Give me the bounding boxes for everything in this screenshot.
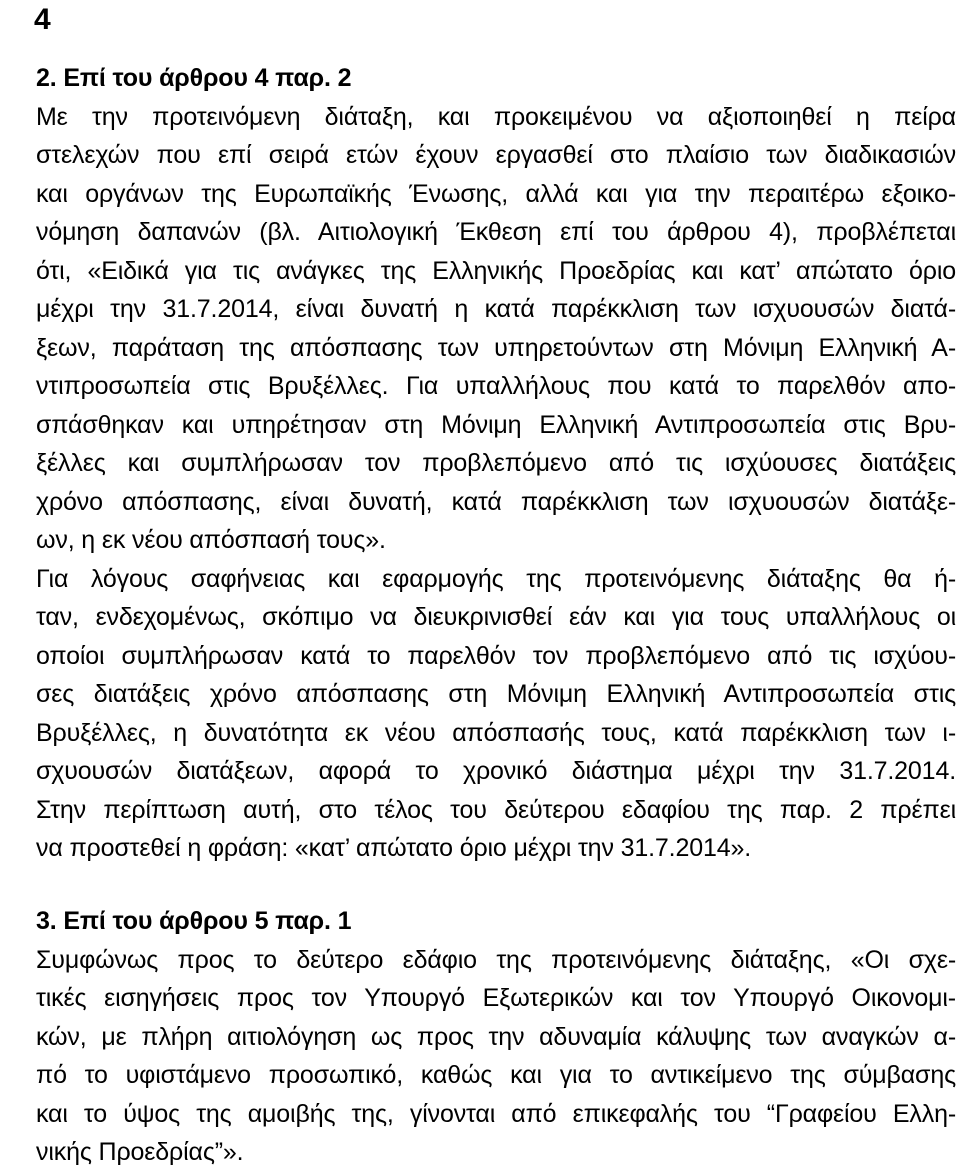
section-3 xyxy=(36,902,956,1172)
body-line: κών, με πλήρη αιτιολόγηση ως προς την αδυναμία κάλυψης των αναγκών α- xyxy=(36,1022,956,1051)
section-2 xyxy=(36,59,956,868)
body-line: ξεων, παράταση της απόσπασης των υπηρετούντων στη Μόνιμη Ελληνική Α- xyxy=(36,333,956,362)
body-line: Με την προτεινόμενη διάταξη, και προκειμένου να αξιοποιηθεί η πείρα xyxy=(36,102,956,131)
body-line: ων, η εκ νέου απόσπασή τους». xyxy=(36,526,386,554)
body-line: ντιπροσωπεία στις Βρυξέλλες. Για υπαλλήλους που κατά το παρελθόν απο- xyxy=(36,372,956,400)
body-line: ταν, ενδεχομένως, σκόπιμο να διευκρινισθεί εάν και για τους υπαλλήλους οι xyxy=(36,603,956,631)
body-line: οποίοι συμπλήρωσαν κατά το παρελθόν τον προβλεπόμενο από τις ισχύου- xyxy=(36,641,956,670)
body-line: Βρυξέλλες, η δυνατότητα εκ νέου απόσπασής τους, κατά παρέκκλιση των ι- xyxy=(36,718,956,747)
body-line: Συμφώνως προς το δεύτερο εδάφιο της προτεινόμενης διάταξης, «Οι σχε- xyxy=(36,945,956,974)
body-line: ότι, «Ειδικά για τις ανάγκες της Ελληνικής Προεδρίας και κατ’ απώτατο όριο xyxy=(36,256,956,285)
body-line: ξέλλες και συμπλήρωσαν τον προβλεπόμενο από τις ισχύουσες διατάξεις xyxy=(36,449,956,477)
body-line: στελεχών που επί σειρά ετών έχουν εργασθεί στο πλαίσιο των διαδικασιών xyxy=(36,141,956,169)
body-line: νικής Προεδρίας”». xyxy=(36,1138,244,1166)
body-line: και οργάνων της Ευρωπαϊκής Ένωσης, αλλά και για την περαιτέρω εξοικο- xyxy=(36,179,956,208)
body-line: σες διατάξεις χρόνο απόσπασης στη Μόνιμη Ελληνική Αντιπροσωπεία στις xyxy=(36,680,956,708)
body-line: να προστεθεί η φράση: «κατ’ απώτατο όριο μέχρι την 31.7.2014». xyxy=(36,834,752,862)
body-line: μέχρι την 31.7.2014, είναι δυνατή η κατά παρέκκλιση των ισχυουσών διατά- xyxy=(36,295,956,323)
page-number: 4 xyxy=(34,3,51,36)
body-line: νόμηση δαπανών (βλ. Αιτιολογική Έκθεση επί του άρθρου 4), προβλέπεται xyxy=(36,218,956,246)
section-heading: 3. Επί του άρθρου 5 παρ. 1 xyxy=(36,907,352,935)
body-line: χρόνο απόσπασης, είναι δυνατή, κατά παρέκκλιση των ισχυουσών διατάξε- xyxy=(36,487,956,516)
body-line: σπάσθηκαν και υπηρέτησαν στη Μόνιμη Ελληνική Αντιπροσωπεία στις Βρυ- xyxy=(36,410,956,439)
body-line: σχυουσών διατάξεων, αφορά το χρονικό διάστημα μέχρι την 31.7.2014. xyxy=(36,757,956,785)
body-line: πό το υφιστάμενο προσωπικό, καθώς και για το αντικείμενο της σύμβασης xyxy=(36,1061,956,1089)
body-line: Για λόγους σαφήνειας και εφαρμογής της προτεινόμενης διάταξης θα ή- xyxy=(36,564,956,593)
body-line: τικές εισηγήσεις προς τον Υπουργό Εξωτερικών και τον Υπουργό Οικονομι- xyxy=(36,984,956,1012)
section-heading: 2. Επί του άρθρου 4 παρ. 2 xyxy=(36,64,352,92)
body-line: και το ύψος της αμοιβής της, γίνονται από επικεφαλής του “Γραφείου Ελλη- xyxy=(36,1099,956,1128)
body-line: Στην περίπτωση αυτή, στο τέλος του δεύτερου εδαφίου της παρ. 2 πρέπει xyxy=(36,795,956,824)
